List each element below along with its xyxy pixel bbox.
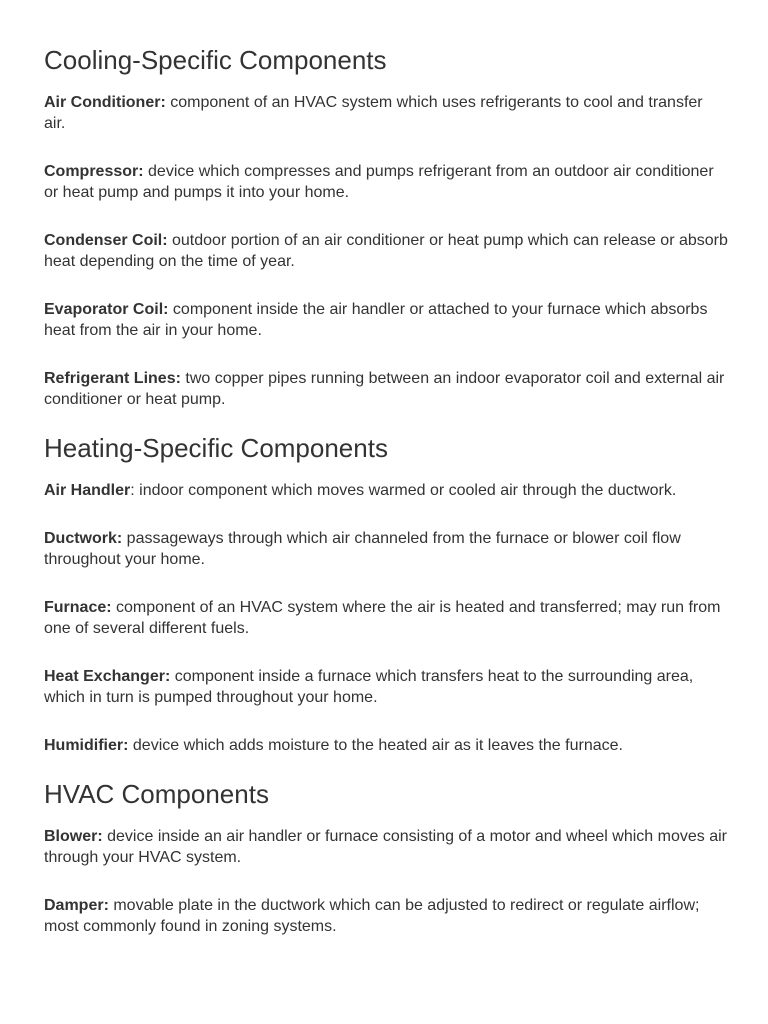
entry-definition: passageways through which air channeled from the furnace or blower coil flow throughout your home. [44,530,681,568]
glossary-entry [44,161,728,203]
entry-term: Furnace: [44,599,112,616]
entry-term: Humidifier: [44,737,129,754]
entry-definition: component of an HVAC system where the air is heated and transferred; may run from one of several different fuels. [44,599,721,637]
entry-definition: movable plate in the ductwork which can be adjusted to redirect or regulate airflow; most commonly found in zoning systems. [44,897,700,935]
glossary-entry [44,735,728,756]
glossary-entry [44,895,728,937]
entry-definition: device which compresses and pumps refrigerant from an outdoor air conditioner or heat pump and pumps it into your home. [44,163,714,201]
section-heading: Cooling-Specific Components [44,45,387,75]
entry-definition: component of an HVAC system which uses refrigerants to cool and transfer air. [44,94,703,132]
section-cooling-components [44,44,728,410]
entry-term: Damper: [44,897,109,914]
entry-definition: device which adds moisture to the heated air as it leaves the furnace. [128,737,623,754]
glossary-entry [44,230,728,272]
entry-definition: device inside an air handler or furnace consisting of a motor and wheel which moves air through your HVAC system. [44,828,727,866]
entry-term: Condenser Coil: [44,232,168,249]
glossary-entry [44,597,728,639]
entry-term: Air Conditioner: [44,94,166,111]
entry-definition: two copper pipes running between an indoor evaporator coil and external air conditioner or heat pump. [44,370,725,408]
glossary-entry [44,826,728,868]
glossary-entry [44,666,728,708]
entry-term: Ductwork: [44,530,123,547]
entry-term: Heat Exchanger: [44,668,171,685]
entry-term: Air Handler [44,482,131,499]
entry-term: Blower: [44,828,103,845]
glossary-entry [44,480,728,501]
section-heating-components [44,432,728,756]
entry-definition: component inside the air handler or attached to your furnace which absorbs heat from the air in your home. [44,301,708,339]
glossary-entry [44,528,728,570]
entry-definition: : indoor component which moves warmed or cooled air through the ductwork. [130,482,677,499]
entry-term: Compressor: [44,163,144,180]
entry-definition: outdoor portion of an air conditioner or heat pump which can release or absorb heat depending on the time of year. [44,232,728,270]
section-heading: HVAC Components [44,779,269,809]
section-heading: Heating-Specific Components [44,433,388,463]
section-hvac-components [44,778,728,937]
glossary-entry [44,299,728,341]
glossary-entry [44,92,728,134]
glossary-entry [44,368,728,410]
entry-definition: component inside a furnace which transfers heat to the surrounding area, which in turn is pumped throughout your home. [44,668,694,706]
entry-term: Refrigerant Lines: [44,370,181,387]
entry-term: Evaporator Coil: [44,301,169,318]
